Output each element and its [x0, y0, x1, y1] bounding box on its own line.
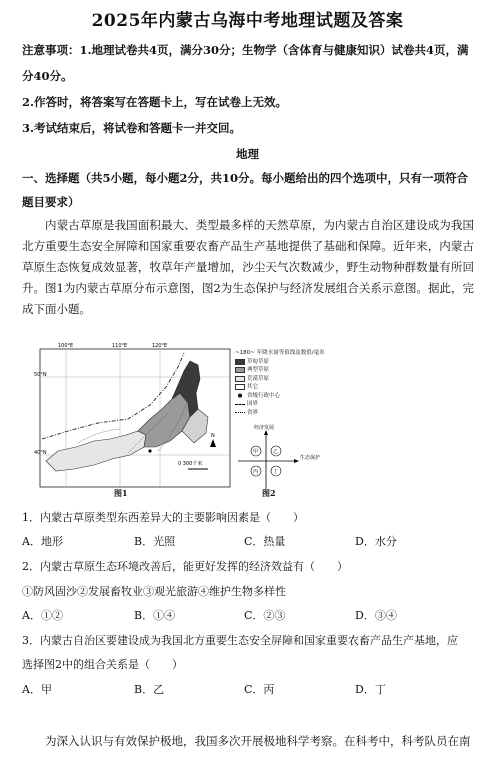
q3-option-c: C．丙: [244, 683, 275, 696]
svg-text:生态保护: 生态保护: [300, 455, 321, 461]
passage-2: 为深入认识与有效保护极地，我国多次开展极地科学考察。在科考中，科考队员在南: [45, 734, 471, 748]
question-3-stem-line-1: 3．内蒙古自治区要建设成为我国北方重要生态安全屏障和国家重要农畜产品生产基地，应: [22, 634, 458, 647]
svg-text:经济发展: 经济发展: [254, 425, 275, 431]
lat-label: 40°N: [34, 450, 47, 456]
svg-text:N: N: [211, 433, 215, 439]
subject-heading: 地理: [236, 147, 259, 161]
lon-label: 110°E: [112, 343, 128, 349]
notice-line-2: 分40分。: [22, 69, 73, 83]
q2-option-b: B．①④: [134, 609, 176, 622]
figure-2-caption: 图2: [262, 488, 276, 498]
q1-option-c: C．热量: [244, 535, 286, 548]
q2-option-d: D．③④: [355, 609, 397, 622]
question-3-stem-line-2: 选择图2中的组合关系是（ ）: [22, 658, 183, 671]
combination-diagram: [238, 424, 320, 489]
q1-option-b: B．光照: [134, 535, 176, 548]
question-1-stem: 1．内蒙古草原类型东西差异大的主要影响因素是（ ）: [22, 511, 304, 524]
q3-option-d: D．丁: [355, 683, 386, 696]
lat-label: 50°N: [34, 372, 47, 378]
lon-label: 120°E: [152, 343, 168, 349]
svg-text:丙: 丙: [253, 469, 259, 475]
q2-option-a: A．①②: [22, 609, 63, 622]
svg-text:丁: 丁: [273, 469, 279, 475]
section-heading-line-2: 题目要求）: [22, 195, 80, 209]
section-heading-line-1: 一、选择题（共5小题，每小题2分，共10分。每小题给出的四个选项中，只有一项符合: [22, 171, 469, 185]
question-2-items: ①防风固沙②发展畜牧业③观光旅游④维护生物多样性: [22, 585, 286, 598]
q3-option-b: B．乙: [134, 683, 165, 696]
question-2-stem: 2．内蒙古草原生态环境改善后，能更好发挥的经济效益有（ ）: [22, 560, 348, 573]
doc-title: 2025年内蒙古乌海中考地理试题及答案: [91, 11, 404, 31]
q1-option-a: A．地形: [22, 535, 63, 548]
map-legend: ~180~ 年降水量等值线及数值/毫米 草甸草原 典型草原 荒漠草原 其它 ● 省级行政中心 国界 省界: [235, 350, 325, 416]
q3-option-a: A．甲: [22, 683, 52, 696]
svg-text:甲: 甲: [253, 449, 259, 455]
lon-label: 100°E: [58, 343, 74, 349]
notice-line-3: 2.作答时，将答案写在答题卡上，写在试卷上无效。: [22, 95, 288, 109]
passage-1: 内蒙古草原是我国面积最大、类型最多样的天然草原，为内蒙古自治区建设成为我国北方重要生态安全屏障和国家重要农畜产品生产基地提供了基础和保障。近年来，内蒙古草原生态恢复成效显著，牧草年产量增加，沙尘天气次数减少，野生动物种群数量有所回升。图1为内蒙古草原分布示意图，图2为生态保护与经济发展组合关系示意图。据此，完成下面小题。: [22, 218, 474, 316]
svg-text:0 300千米: 0 300千米: [178, 461, 203, 467]
q2-option-c: C．②③: [244, 609, 286, 622]
figure-1-caption: 图1: [114, 488, 128, 498]
q1-option-d: D．水分: [355, 535, 397, 548]
svg-text:乙: 乙: [273, 449, 279, 455]
notice-line-1: 注意事项：1.地理试卷共4页，满分30分；生物学（含体育与健康知识）试卷共4页，满: [22, 43, 469, 57]
notice-line-4: 3.考试结束后，将试卷和答题卡一并交回。: [22, 121, 242, 135]
figure-block: [34, 343, 458, 498]
